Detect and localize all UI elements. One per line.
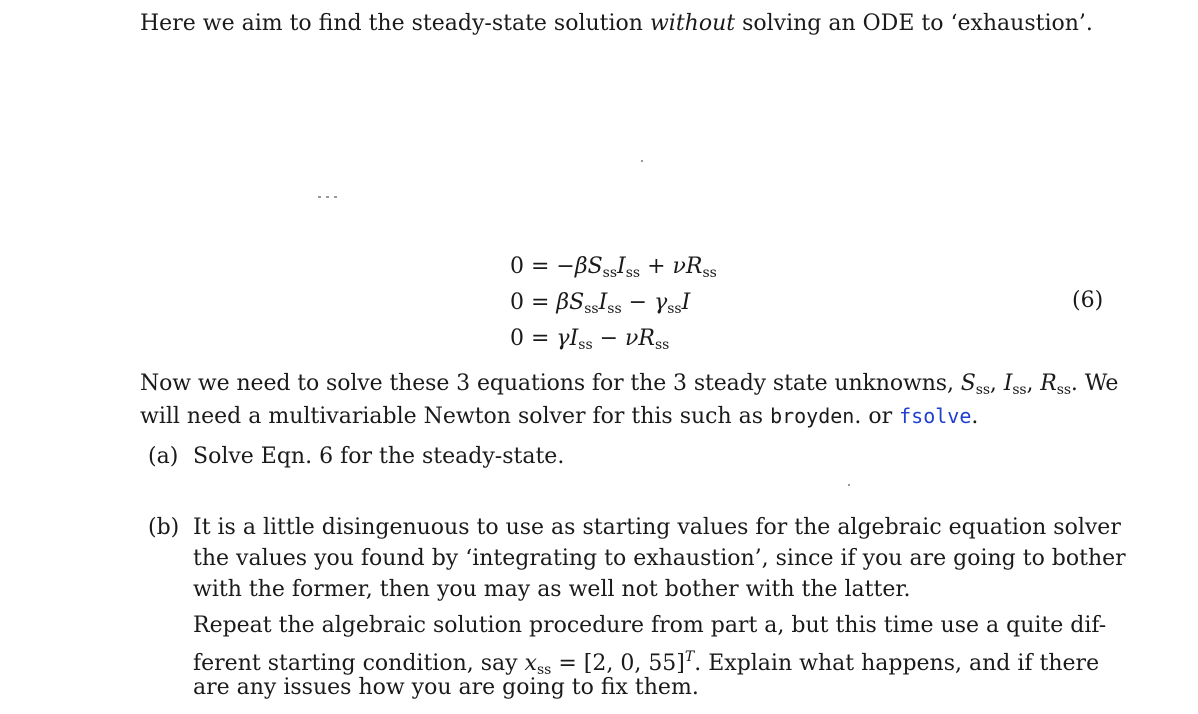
scan-speck xyxy=(641,160,643,162)
var-i: I xyxy=(1003,371,1013,396)
part-b-text: ferent starting condition, say xyxy=(193,651,525,676)
eq3-sub: ss xyxy=(578,337,593,353)
para-text: Now we need to solve these 3 equations for the 3 steady state unknowns, xyxy=(140,371,961,396)
scan-speck xyxy=(848,484,850,486)
equation-2 xyxy=(510,288,690,324)
var-x: x xyxy=(524,651,537,676)
eq1-lhs: 0 = xyxy=(510,254,557,279)
eq1-term: I xyxy=(617,254,626,279)
eq3-lhs: 0 = xyxy=(510,326,557,351)
part-a-text: Solve Eqn. 6 for the steady-state. xyxy=(193,444,565,469)
paragraph-line-2 xyxy=(140,402,978,431)
part-b-line-6: are any issues how you are going to fix them. xyxy=(193,675,699,700)
part-b-vector: = [2, 0, 55] xyxy=(551,651,685,676)
sup-t: T xyxy=(684,649,695,665)
para-comma: , xyxy=(1026,371,1041,396)
equation-3 xyxy=(510,324,669,360)
code-broyden: broyden xyxy=(770,404,855,428)
part-b-line-2: the values you found by ‘integrating to exhaustion’, since if you are going to bother xyxy=(193,546,1126,571)
sub-ss: ss xyxy=(1056,382,1071,398)
eq2-sub: ss xyxy=(584,301,599,317)
para-text: . or xyxy=(854,404,900,429)
sub-ss: ss xyxy=(536,662,552,678)
eq2-lhs: 0 = xyxy=(510,290,557,315)
eq1-sub: ss xyxy=(602,265,618,281)
intro-text: Here we aim to find the steady-state solution xyxy=(140,11,650,36)
part-a-label: (a) xyxy=(148,444,179,469)
eq1-sub: ss xyxy=(625,265,641,281)
sub-ss: ss xyxy=(975,382,990,398)
var-r: R xyxy=(1040,371,1057,396)
part-b-line-4: Repeat the algebraic solution procedure from part a, but this time use a quite dif- xyxy=(193,613,1107,638)
equation-1 xyxy=(510,252,717,288)
eq1-term: + νR xyxy=(640,254,703,279)
intro-line xyxy=(140,10,1093,38)
scan-speck xyxy=(334,196,337,198)
part-b-line-3: with the former, then you may as well not bother with the latter. xyxy=(193,577,911,602)
eq2-sub: ss xyxy=(667,301,682,317)
scan-speck xyxy=(318,196,321,198)
eq2-term: − γ xyxy=(621,290,668,315)
eq3-term: γI xyxy=(556,326,579,351)
part-b-text: . Explain what happens, and if there xyxy=(694,651,1100,676)
eq1-term: −βS xyxy=(556,254,603,279)
eq2-term: I xyxy=(681,290,691,315)
part-b-line-1: It is a little disingenuous to use as starting values for the algebraic equation solver xyxy=(193,515,1121,540)
equation-number: (6) xyxy=(1072,288,1104,313)
intro-emphasis: without xyxy=(649,11,736,36)
eq3-term: − νR xyxy=(592,326,655,351)
paragraph-line-1 xyxy=(140,370,1118,404)
para-comma: , xyxy=(989,371,1004,396)
scan-speck xyxy=(326,196,329,198)
para-text: will need a multivariable Newton solver for this such as xyxy=(140,404,771,429)
eq3-sub: ss xyxy=(655,337,670,353)
fsolve-link[interactable]: fsolve xyxy=(899,404,972,428)
eq2-term: I xyxy=(598,290,608,315)
var-s: S xyxy=(960,371,976,396)
para-text: . xyxy=(971,404,979,429)
part-b-label: (b) xyxy=(148,515,180,540)
intro-text-end: solving an ODE to ‘exhaustion’. xyxy=(735,11,1093,36)
eq2-term: βS xyxy=(556,290,585,315)
eq1-sub: ss xyxy=(702,265,717,281)
sub-ss: ss xyxy=(1012,382,1027,398)
para-text: . We xyxy=(1070,371,1119,396)
eq2-sub: ss xyxy=(607,301,622,317)
